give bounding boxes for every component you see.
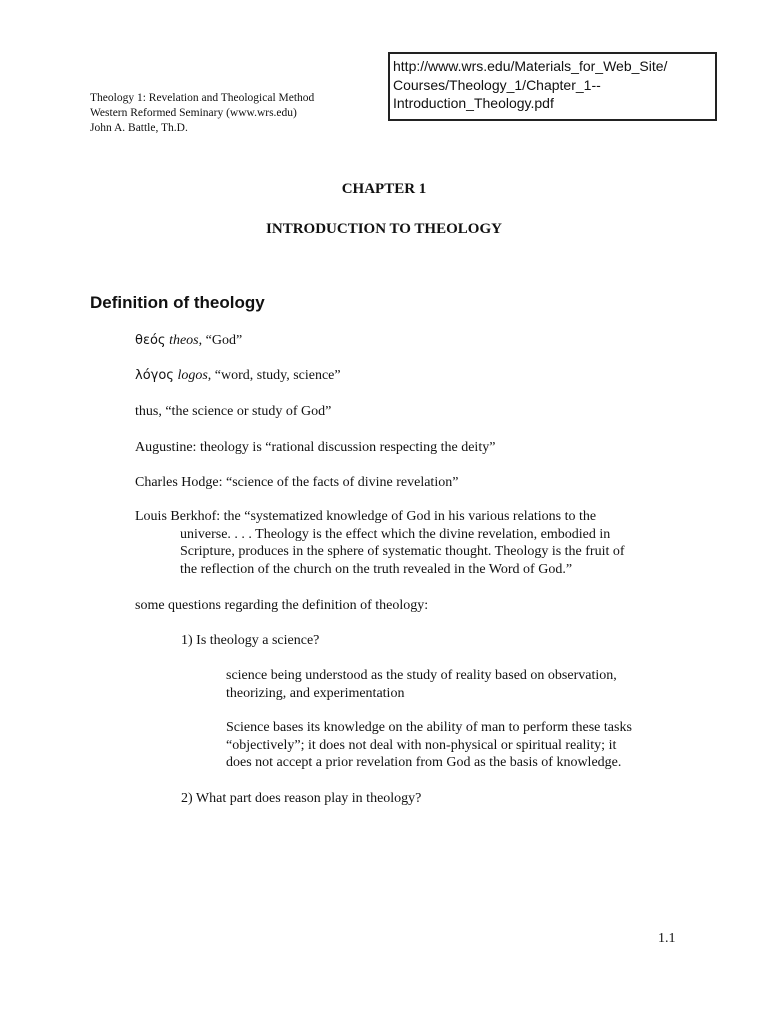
definition-line: science being understood as the study of reality based on observation,	[226, 668, 617, 683]
quote-line: the reflection of the church on the truth revealed in the Word of God.”	[180, 561, 573, 577]
note-line: “objectively”; it does not deal with non-physical or spiritual reality; it	[226, 737, 617, 753]
science-note	[226, 719, 632, 772]
greek-word: θεός	[135, 333, 166, 348]
question-2: 2) What part does reason play in theology?	[181, 791, 422, 806]
chapter-title: INTRODUCTION TO THEOLOGY	[266, 221, 502, 237]
definition-line: theorizing, and experimentation	[226, 685, 405, 701]
berkhof-quote	[135, 508, 625, 578]
url-line: Introduction_Theology.pdf	[393, 95, 554, 111]
note-line: Science bases its knowledge on the ability of man to perform these tasks	[226, 720, 632, 735]
school-name: Western Reformed Seminary (www.wrs.edu)	[90, 107, 297, 119]
augustine-quote: Augustine: theology is “rational discussion respecting the deity”	[135, 440, 496, 455]
section-title: Definition of theology	[90, 293, 265, 312]
author-name: John A. Battle, Th.D.	[90, 122, 188, 134]
quote-line: Louis Berkhof: the “systematized knowledge of God in his various relations to the	[135, 509, 597, 524]
etymology-logos	[135, 367, 341, 385]
note-line: does not accept a prior revelation from God as the basis of knowledge.	[226, 755, 622, 770]
course-title: Theology 1: Revelation and Theological Method	[90, 92, 315, 104]
hodge-quote: Charles Hodge: “science of the facts of divine revelation”	[135, 475, 459, 490]
document-header	[90, 91, 314, 136]
source-url-box	[388, 52, 717, 121]
quote-line: Scripture, produces in the sphere of systematic thought. Theology is the fruit of	[180, 544, 625, 559]
chapter-number: CHAPTER 1	[341, 181, 427, 197]
questions-intro: some questions regarding the definition of theology:	[135, 598, 429, 613]
page-number: 1.1	[658, 931, 676, 946]
question-1: 1) Is theology a science?	[181, 633, 320, 648]
transliteration: logos	[177, 368, 208, 383]
url-line: Courses/Theology_1/Chapter_1--	[393, 76, 601, 93]
gloss: , “word, study, science”	[207, 368, 341, 383]
gloss: , “God”	[198, 333, 243, 348]
url-line: http://www.wrs.edu/Materials_for_Web_Site/	[393, 58, 668, 74]
etymology-theos	[135, 332, 242, 350]
science-definition	[226, 667, 617, 702]
thus-line: thus, “the science or study of God”	[135, 404, 332, 419]
greek-word: λόγος	[135, 368, 174, 383]
transliteration: theos	[169, 333, 199, 348]
quote-line: universe. . . . Theology is the effect which the divine revelation, embodied in	[180, 526, 611, 542]
